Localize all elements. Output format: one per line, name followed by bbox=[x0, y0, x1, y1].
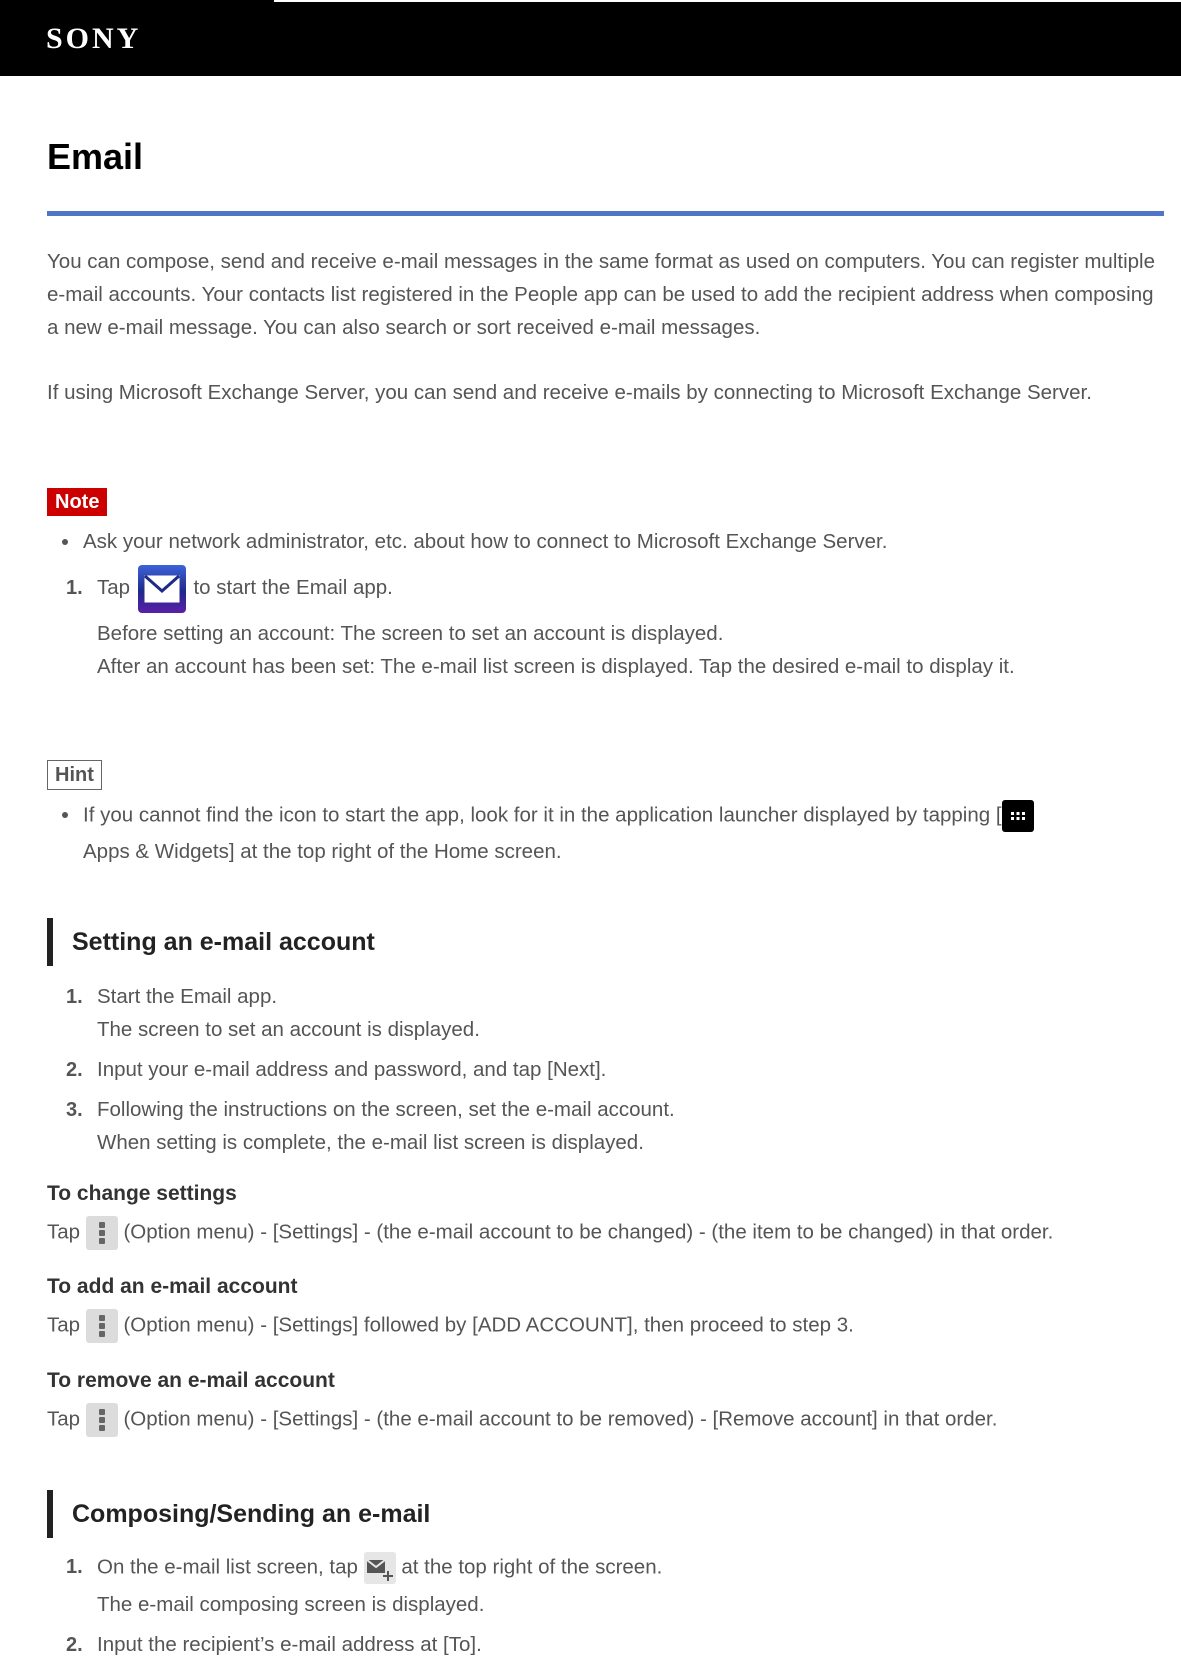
option-menu-icon[interactable] bbox=[86, 1216, 118, 1250]
hint-text bbox=[83, 800, 1034, 832]
intro-paragraph: If using Microsoft Exchange Server, you can send and receive e-mails by connecting to Microsoft Exchange Server. bbox=[47, 381, 1092, 404]
subsection-body: (Option menu) - [Settings] - (the e-mail account to be removed) - [Remove account] in that order. bbox=[123, 1407, 998, 1431]
page-title: Email bbox=[47, 136, 144, 177]
subsection-text bbox=[47, 1216, 1053, 1250]
section-title-composing: Composing/Sending an e-mail bbox=[72, 1500, 431, 1528]
setting-step: Following the instructions on the screen, set the e-mail account. bbox=[97, 1098, 675, 1121]
title-divider bbox=[47, 211, 1164, 216]
step-detail: After an account has been set: The e-mail list screen is displayed. Tap the desired e-mail to display it. bbox=[97, 655, 1015, 678]
step-number: 2. bbox=[66, 1634, 83, 1656]
step-suffix: at the top right of the screen. bbox=[401, 1555, 663, 1579]
hint-label: Hint bbox=[47, 760, 102, 790]
sony-logo: SONY bbox=[46, 22, 142, 55]
compose-mail-icon[interactable] bbox=[364, 1552, 396, 1584]
note-item: Ask your network administrator, etc. about how to connect to Microsoft Exchange Server. bbox=[83, 530, 888, 553]
section-bar bbox=[47, 918, 53, 966]
section-bar bbox=[47, 1490, 53, 1538]
subsection-text bbox=[47, 1309, 854, 1343]
intro-paragraph: You can compose, send and receive e-mail messages in the same format as used on computers. You can register multiple e-mail accounts. Your contacts list registered in the People app can be used to add the recipient address when composing a new e-mail message. You can also search or sort received e-mail messages. bbox=[47, 250, 1155, 339]
email-app-icon[interactable] bbox=[138, 565, 186, 613]
tap-word: Tap bbox=[47, 1313, 81, 1337]
step-suffix: to start the Email app. bbox=[193, 576, 393, 599]
step-number: 1. bbox=[66, 1556, 83, 1578]
hint-line-1: If you cannot find the icon to start the app, look for it in the application launcher displayed by tapping [ bbox=[83, 803, 1002, 827]
step-number: 3. bbox=[66, 1099, 83, 1121]
compose-step: Input the recipient’s e-mail address at [To]. bbox=[97, 1633, 482, 1656]
setting-step: Start the Email app. bbox=[97, 985, 278, 1008]
step-number: 1. bbox=[66, 986, 83, 1008]
step-prefix: On the e-mail list screen, tap bbox=[97, 1555, 358, 1579]
step-detail: The screen to set an account is displayed. bbox=[97, 1018, 480, 1041]
top-bar-accent-line bbox=[274, 0, 1181, 2]
subsection-body: (Option menu) - [Settings] - (the e-mail account to be changed) - (the item to be changed) in that order. bbox=[123, 1220, 1054, 1244]
note-label: Note bbox=[47, 488, 107, 516]
step-detail: The e-mail composing screen is displayed. bbox=[97, 1593, 485, 1616]
step-prefix: Tap bbox=[97, 576, 131, 599]
bullet-dot bbox=[62, 539, 68, 545]
hint-line-2: Apps & Widgets] at the top right of the Home screen. bbox=[83, 840, 562, 863]
apps-grid-icon[interactable] bbox=[1002, 800, 1034, 832]
option-menu-icon[interactable] bbox=[86, 1309, 118, 1343]
tap-word: Tap bbox=[47, 1220, 81, 1244]
subsection-title: To add an e-mail account bbox=[47, 1275, 298, 1298]
start-step-text bbox=[97, 563, 393, 613]
step-number: 2. bbox=[66, 1059, 83, 1081]
section-title-setting: Setting an e-mail account bbox=[72, 928, 375, 956]
step-detail: Before setting an account: The screen to set an account is displayed. bbox=[97, 622, 724, 645]
subsection-text bbox=[47, 1403, 997, 1437]
subsection-body: (Option menu) - [Settings] followed by [ADD ACCOUNT], then proceed to step 3. bbox=[123, 1313, 854, 1337]
bullet-dot bbox=[62, 812, 68, 818]
step-detail: When setting is complete, the e-mail list screen is displayed. bbox=[97, 1131, 644, 1154]
compose-step bbox=[97, 1552, 662, 1584]
subsection-title: To change settings bbox=[47, 1182, 237, 1205]
subsection-title: To remove an e-mail account bbox=[47, 1369, 335, 1392]
option-menu-icon[interactable] bbox=[86, 1403, 118, 1437]
setting-step: Input your e-mail address and password, and tap [Next]. bbox=[97, 1058, 607, 1081]
top-bar bbox=[0, 0, 1181, 76]
step-number: 1. bbox=[66, 577, 83, 599]
tap-word: Tap bbox=[47, 1407, 81, 1431]
